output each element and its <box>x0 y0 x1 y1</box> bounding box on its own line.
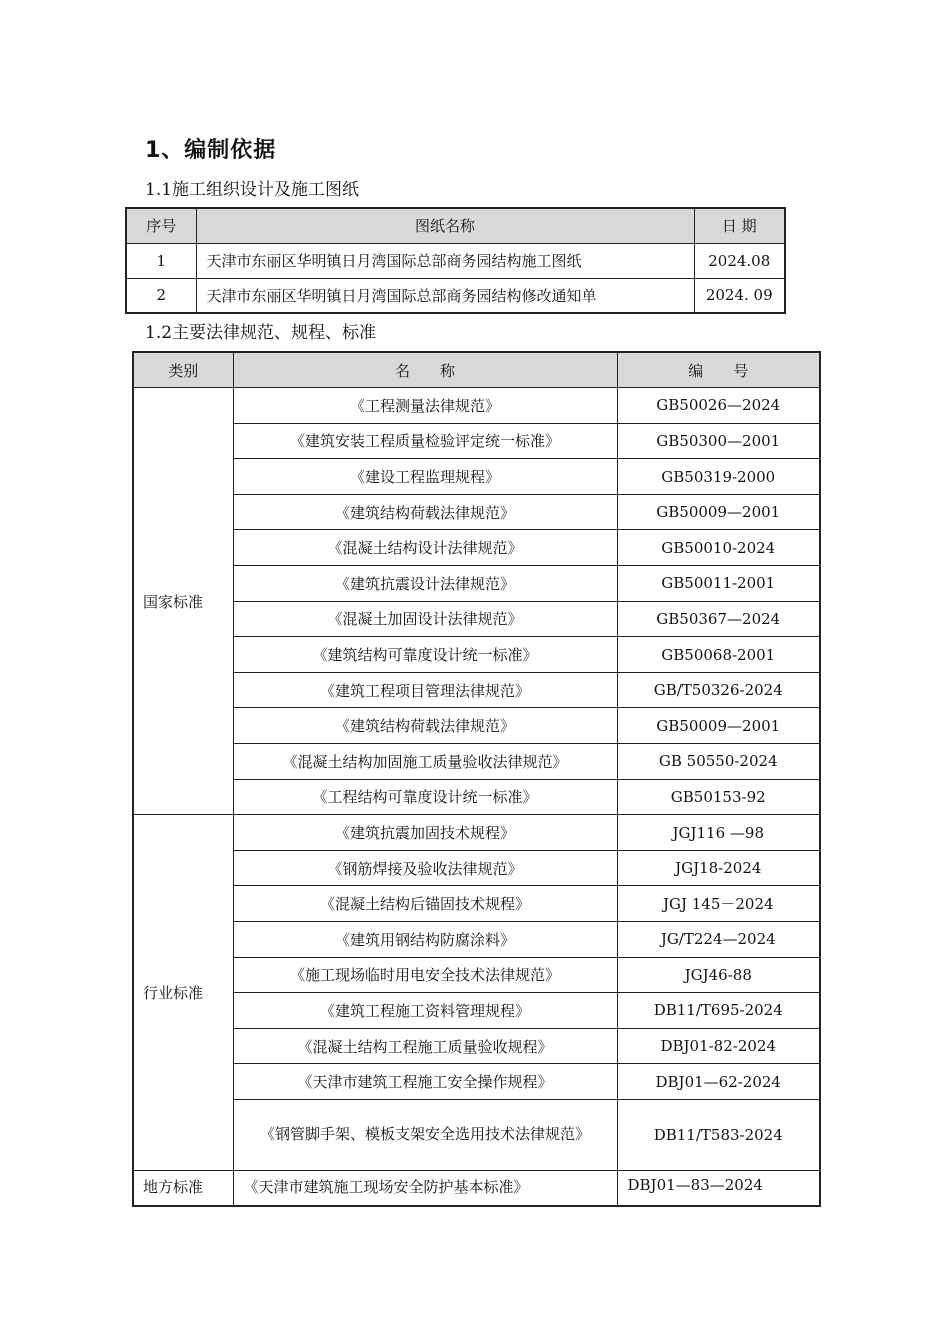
page-title: 1、编制依据 <box>145 138 277 163</box>
standard-code: GB50153-92 <box>617 779 820 815</box>
column-header: 编 号 <box>617 352 820 388</box>
table-row <box>133 993 820 1029</box>
table-row <box>133 566 820 602</box>
table-row <box>133 708 820 744</box>
table-row <box>133 1064 820 1100</box>
drawing-name: 天津市东丽区华明镇日月湾国际总部商务园结构施工图纸 <box>196 243 694 278</box>
table-row <box>133 779 820 815</box>
standard-name: 《工程结构可靠度设计统一标准》 <box>233 779 617 815</box>
standard-code: JG/T224—2024 <box>617 922 820 958</box>
standard-name: 《钢管脚手架、模板支架安全选用技术法律规范》 <box>233 1099 617 1170</box>
standard-code: GB50011-2001 <box>617 566 820 602</box>
standard-code: GB50319-2000 <box>617 459 820 495</box>
standard-name: 《天津市建筑工程施工安全操作规程》 <box>233 1064 617 1100</box>
standard-name: 《工程测量法律规范》 <box>233 388 617 424</box>
column-header: 日 期 <box>694 208 785 243</box>
table-row <box>133 886 820 922</box>
standard-name: 《建筑结构荷载法律规范》 <box>233 708 617 744</box>
table-row <box>133 601 820 637</box>
column-header: 名 称 <box>233 352 617 388</box>
standard-name: 《建筑结构荷载法律规范》 <box>233 494 617 530</box>
column-header: 类别 <box>133 352 233 388</box>
standard-code: DB11/T583-2024 <box>617 1099 820 1170</box>
drawing-date: 2024.08 <box>694 243 785 278</box>
standards-table <box>132 351 821 1207</box>
table-row <box>133 423 820 459</box>
standard-code: GB/T50326-2024 <box>617 672 820 708</box>
standard-code: GB 50550-2024 <box>617 744 820 780</box>
standard-name: 《建筑结构可靠度设计统一标准》 <box>233 637 617 673</box>
standard-code: GB50010-2024 <box>617 530 820 566</box>
table-row <box>133 1170 820 1206</box>
standard-name: 《混凝土加固设计法律规范》 <box>233 601 617 637</box>
standard-code: GB50367—2024 <box>617 601 820 637</box>
section-title-standards: 1.2主要法律规范、规程、标准 <box>145 323 377 343</box>
table-row <box>133 744 820 780</box>
standard-name: 《建筑抗震设计法律规范》 <box>233 566 617 602</box>
standard-code: JGJ46-88 <box>617 957 820 993</box>
standard-name: 《建筑安装工程质量检验评定统一标准》 <box>233 423 617 459</box>
category-cell: 地方标准 <box>133 1170 233 1206</box>
standard-code: DBJ01—83—2024 <box>617 1170 820 1206</box>
table-row <box>133 957 820 993</box>
row-number: 1 <box>126 243 196 278</box>
standard-name: 《钢筋焊接及验收法律规范》 <box>233 850 617 886</box>
standard-code: DB11/T695-2024 <box>617 993 820 1029</box>
section-title-drawings: 1.1施工组织设计及施工图纸 <box>145 180 360 200</box>
table-row <box>133 1028 820 1064</box>
category-cell: 国家标准 <box>133 388 233 815</box>
drawing-name: 天津市东丽区华明镇日月湾国际总部商务园结构修改通知单 <box>196 278 694 313</box>
standard-name: 《建筑抗震加固技术规程》 <box>233 815 617 851</box>
standard-code: GB50026—2024 <box>617 388 820 424</box>
drawings-table <box>125 207 786 314</box>
table-row <box>133 672 820 708</box>
table-row <box>126 243 785 278</box>
table-row <box>133 815 820 851</box>
standard-code: GB50300—2001 <box>617 423 820 459</box>
standard-code: JGJ 145－2024 <box>617 886 820 922</box>
table-row <box>133 459 820 495</box>
standard-code: GB50068-2001 <box>617 637 820 673</box>
standard-name: 《施工现场临时用电安全技术法律规范》 <box>233 957 617 993</box>
table-row <box>133 530 820 566</box>
standard-name: 《建设工程监理规程》 <box>233 459 617 495</box>
drawing-date: 2024. 09 <box>694 278 785 313</box>
table-row <box>126 278 785 313</box>
standard-name: 《建筑工程施工资料管理规程》 <box>233 993 617 1029</box>
standard-code: GB50009—2001 <box>617 708 820 744</box>
standard-name: 《建筑工程项目管理法律规范》 <box>233 672 617 708</box>
standard-code: DBJ01-82-2024 <box>617 1028 820 1064</box>
table-row <box>133 388 820 424</box>
standard-name: 《混凝土结构设计法律规范》 <box>233 530 617 566</box>
standard-code: DBJ01—62-2024 <box>617 1064 820 1100</box>
standard-code: GB50009—2001 <box>617 494 820 530</box>
table-row <box>133 850 820 886</box>
table-row <box>133 494 820 530</box>
standard-name: 《建筑用钢结构防腐涂料》 <box>233 922 617 958</box>
standard-name: 《混凝土结构加固施工质量验收法律规范》 <box>233 744 617 780</box>
table-row <box>133 637 820 673</box>
column-header: 序号 <box>126 208 196 243</box>
standard-code: JGJ116 —98 <box>617 815 820 851</box>
standard-name: 《混凝土结构工程施工质量验收规程》 <box>233 1028 617 1064</box>
table-row <box>133 1099 820 1170</box>
table-header-row <box>126 208 785 243</box>
table-row <box>133 922 820 958</box>
row-number: 2 <box>126 278 196 313</box>
column-header: 图纸名称 <box>196 208 694 243</box>
standard-name: 《混凝土结构后锚固技术规程》 <box>233 886 617 922</box>
category-cell: 行业标准 <box>133 815 233 1171</box>
table-header-row <box>133 352 820 388</box>
standard-code: JGJ18-2024 <box>617 850 820 886</box>
standard-name: 《天津市建筑施工现场安全防护基本标准》 <box>233 1170 617 1206</box>
